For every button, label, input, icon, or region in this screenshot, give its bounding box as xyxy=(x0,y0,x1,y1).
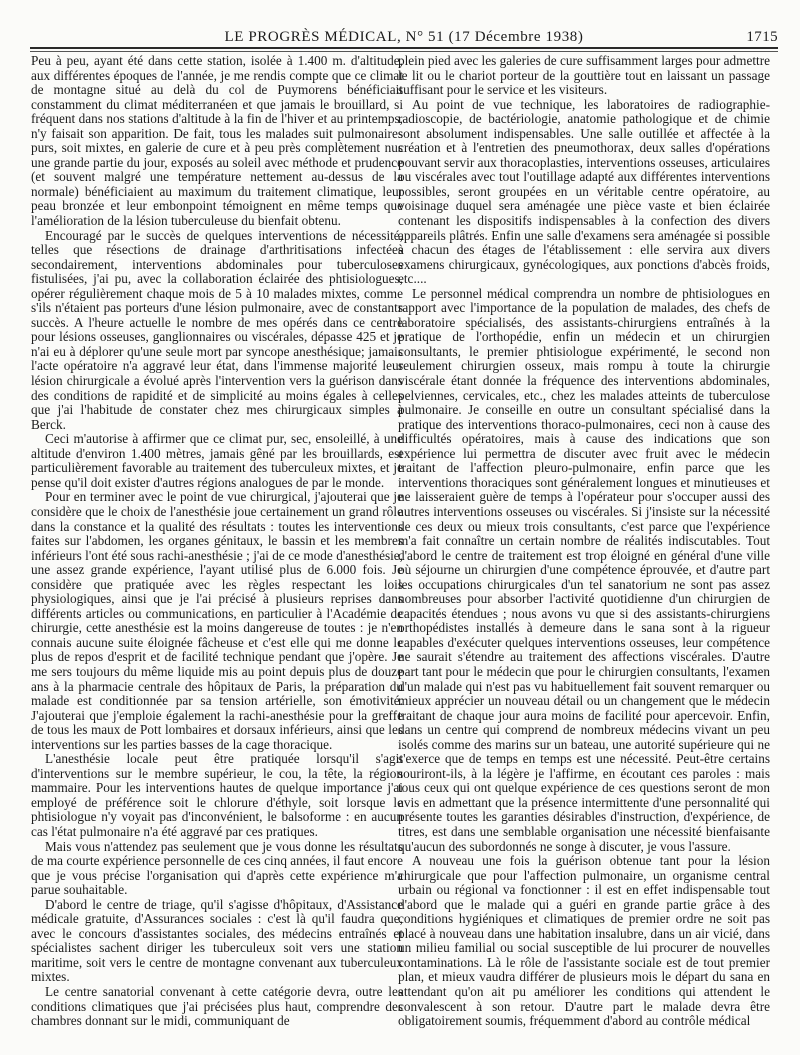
paragraph: A nouveau une fois la guérison obtenue tant pour la lésion chirurgicale que pour l'affection pulmonaire, un organisme central urbain ou régional va fonctionner : il est en effet indispensable tout d'abord que le malade qui a guéri en grande partie grâce à des conditions hygiéniques et climatiques de premier ordre ne soit pas placé à nouveau dans une habitation insalubre, dans un air vicié, dans un milieu familial ou social susceptible de lui procurer de nouvelles contaminations. Là le rôle de l'assistante sociale est de tout premier plan, et mieux vaudra différer de plusieurs mois le départ du sana en attendant qu'on ait pu améliorer les conditions qui attendent le convalescent à son retour. D'autre part le malade devra être obligatoirement soumis, fréquemment d'abord au contrôle médical xyxy=(398,853,770,1029)
paragraph: plein pied avec les galeries de cure suffisamment larges pour admettre le lit ou le chariot porteur de la gouttière tout en laissant un passage suffisant pour le service et les visiteurs. xyxy=(398,54,770,98)
paragraph: Au point de vue technique, les laboratoires de radiographie-radioscopie, de bactériologie, anatomie pathologique et de chimie sont absolument indispensables. Une salle outillée et affectée à la création et à l'entretien des pneumothorax, deux salles d'opérations pouvant servir aux thoracoplasties, interventions osseuses, articulaires ou viscérales avec tout l'outillage adapté aux différentes interventions possibles, seront groupées en un véritable centre opératoire, au voisinage duquel sera aménagée une pièce vaste et bien éclairée contenant les dispositifs indispensables à la confection des divers appareils plâtrés. Enfin une salle d'examens sera aménagée si possible à chacun des étages de l'établissement : elle servira aux divers examens chirurgicaux, gynécologiques, aux ponctions d'abcès froids, etc.... xyxy=(398,96,770,287)
paragraph: Encouragé par le succès de quelques interventions de nécessité, telles que résections de drainage d'arthritisations infectées secondairement, interventions abdominales pour tuberculoses fistulisées, j'ai pu, avec la collaboration éclairée des phtisiologues, opérer régulièrement chaque mois de 5 à 10 malades mixtes, comme s'ils n'étaient pas porteurs d'une lésion pulmonaire, avec de constants succès. A l'heure actuelle le nombre de mes opérés dans ce centre pour lésions osseuses, ganglionnaires ou viscérales, dépasse 425 et je n'ai eu à déplorer qu'une seule mort par syncope anesthésique; jamais l'acte opératoire n'a aggravé leur état, dans l'immense majorité leur lésion chirurgicale a évolué après l'intervention vers la guérison dans des conditions de rapidité et de simplicité au moins égales à celles que j'ai l'habitude de constater chez mes chirurgicaux simples à Berck. xyxy=(31,227,403,432)
paragraph: Peu à peu, ayant été dans cette station, isolée à 1.400 m. d'altitude, aux différentes époques de l'année, je me rendis compte que ce climat de montagne situé au delà du col de Puymorens bénéficiait constamment du climat méditerranéen et que jamais le brouillard, si fréquent dans nos stations d'altitude à la fin de l'hiver et au printemps, n'y faisait son apparition. De fait, tous les malades suit pulmonaires purs, soit mixtes, en galerie de cure et à peu près complètement nus une grande partie du jour, exposés au soleil avec méthode et prudence (et souvent malgré une température nettement au-dessus de la normale) bénéficiaient au maximum du traitement climatique, leur peau bronzée et leur embonpoint témoignent en même temps que l'amélioration de la lésion tuberculeuse du bienfait obtenu. xyxy=(31,54,403,229)
running-title: LE PROGRÈS MÉDICAL, N° 51 (17 Décembre 1938) xyxy=(224,29,584,45)
right-column xyxy=(398,54,770,1039)
paragraph: Le centre sanatorial convenant à cette catégorie devra, outre les conditions climatiques que j'ai précisées plus haut, comprendre des chambres donnant sur le midi, communiquant de xyxy=(31,984,403,1029)
paragraph: Mais vous n'attendez pas seulement que je vous donne les résultats de ma courte expérience personnelle de ces cinq années, il faut encore que je vous précise l'organisation qui d'après cette expérience m'a parue souhaitable. xyxy=(31,838,403,898)
header-rule-thin xyxy=(30,51,778,52)
header-rule xyxy=(30,47,778,49)
left-column xyxy=(31,54,403,1039)
paragraph: L'anesthésie locale peut être pratiquée lorsqu'il s'agit d'interventions sur le membre supérieur, le cou, la tête, la région mammaire. Pour les interventions hautes de quelque importance j'ai employé de préférence soit le chlorure d'éthyle, soit lorsque le phtisiologue n'y voyait pas d'inconvénient, le balsoforme : en aucun cas l'état pulmonaire n'a été aggravé par ces pratiques. xyxy=(31,751,403,839)
paragraph: Pour en terminer avec le point de vue chirurgical, j'ajouterai que je considère que le choix de l'anesthésie joue certainement un grand rôle dans la constance et la qualité des résultats : toutes les interventions faites sur l'abdomen, les organes génitaux, le bassin et les membres inférieurs l'ont été sous rachi-anesthésie ; j'ai de ce mode d'anesthésie, une assez grande expérience, l'ayant utilisé plus de 6.000 fois. Je considère que pratiquée avec les règles respectant les lois physiologiques, ainsi que je l'ai précisé à plusieurs reprises dans différents articles ou communications, en particulier à l'Académie de chirurgie, cette anesthésie est la moins dangereuse de toutes : je n'en connais aucune suite éloignée fâcheuse et c'est elle qui me donne le plus de repos d'esprit et de facilité technique pendant que j'opère. Je me sers toujours du même liquide mis au point depuis plus de douze ans à la pharmacie centrale des hôpitaux de Paris, la préparation du malade est conditionnée par sa tension artérielle, son émotivité. J'ajouterai que j'emploie également la rachi-anesthésie pour la greffe de tous les maux de Pott lombaires et dorsaux inférieurs, ainsi que les interventions sur les parties basses de la cage thoracique. xyxy=(31,489,403,752)
paragraph: Ceci m'autorise à affirmer que ce climat pur, sec, ensoleillé, à une altitude d'environ 1.400 mètres, jamais gêné par les brouillards, est particulièrement favorable au traitement des tuberculeux mixtes, et je pense qu'il doit exister d'autres régions analogues de par le monde. xyxy=(31,431,403,490)
paragraph: Le personnel médical comprendra un nombre de phtisiologues en rapport avec l'importance de la population de malades, des chefs de laboratoire spécialisés, des assistants-chirurgiens entraînés à la pratique de l'orthopédie, enfin un médecin et un chirurgien consultants, le premier phtisiologue expérimenté, le second non seulement chirurgien osseux, mais rompu à toute la chirurgie viscérale étant donnée la fréquence des interventions abdominales, pelviennes, cervicales, etc., chez les malades atteints de tuberculose pulmonaire. Je conseille en outre un consultant spécialisé dans la pratique des interventions thoraco-pulmonaires, ceci non à cause des difficultés opératoires, mais à cause des indications que son expérience lui permettra de discuter avec fruit avec le médecin traitant de l'affection pleuro-pulmonaire, enfin parce que les interventions thoraciques sont généralement longues et minutieuses et ne laisseraient guère de temps à l'opérateur pour s'occuper aussi des autres interventions osseuses ou viscérales. Si j'insiste sur la nécessité de ces deux ou mieux trois consultants, c'est parce que l'expérience m'a fait connaître un certain nombre de réalités indiscutables. Tout d'abord le centre de traitement est trop éloigné en général d'une ville où séjourne un chirurgien d'une compétence éprouvée, et d'autre part les occupations chirurgicales d'un tel sanatorium ne sont pas assez nombreuses pour absorber l'activité quotidienne d'un chirurgien de capacités étendues ; nous avons vu que si des assistants-chirurgiens orthopédistes installés à demeure dans le sana sont à la rigueur capables d'exécuter quelques interventions osseuses, leur compétence ne saurait s'étendre au traitement des affections viscérales. D'autre part tant pour le médecin que pour le chirurgien consultants, l'examen d'un malade qui n'est pas vu habituellement fait souvent remarquer ou mieux apprécier un nouveau détail ou un changement que le médecin traitant de chaque jour aura moins de facilité pour apercevoir. Enfin, dans un centre qui comprend de nombreux médecins vivant un peu isolés comme des marins sur un bateau, une autorité supérieure qui ne s'exerce que de temps en temps est une nécessité. Peut-être certains souriront-ils, à la légère je l'affirme, en écoutant ces paroles : mais tous ceux qui ont quelque expérience de ces questions seront de mon avis en admettant que la présence intermittente d'une personnalité qui présente toutes les garanties désirables d'instruction, d'expérience, de titres, est dans une semblable organisation une nécessité bienfaisante qu'aucun des subordonnés ne songe à discuter, je vous l'assure. xyxy=(398,285,770,854)
page-number: 1715 xyxy=(746,29,778,45)
paragraph: D'abord le centre de triage, qu'il s'agisse d'hôpitaux, d'Assistance médicale gratuite, d'Assurances sociales : c'est là qu'il faudra que, avec le concours d'assistantes sociales, des médecins entraînés et spécialistes sachent diriger les tuberculeux soit vers une station maritime, soit vers le centre de montagne convenant aux tuberculeux mixtes. xyxy=(31,896,403,985)
